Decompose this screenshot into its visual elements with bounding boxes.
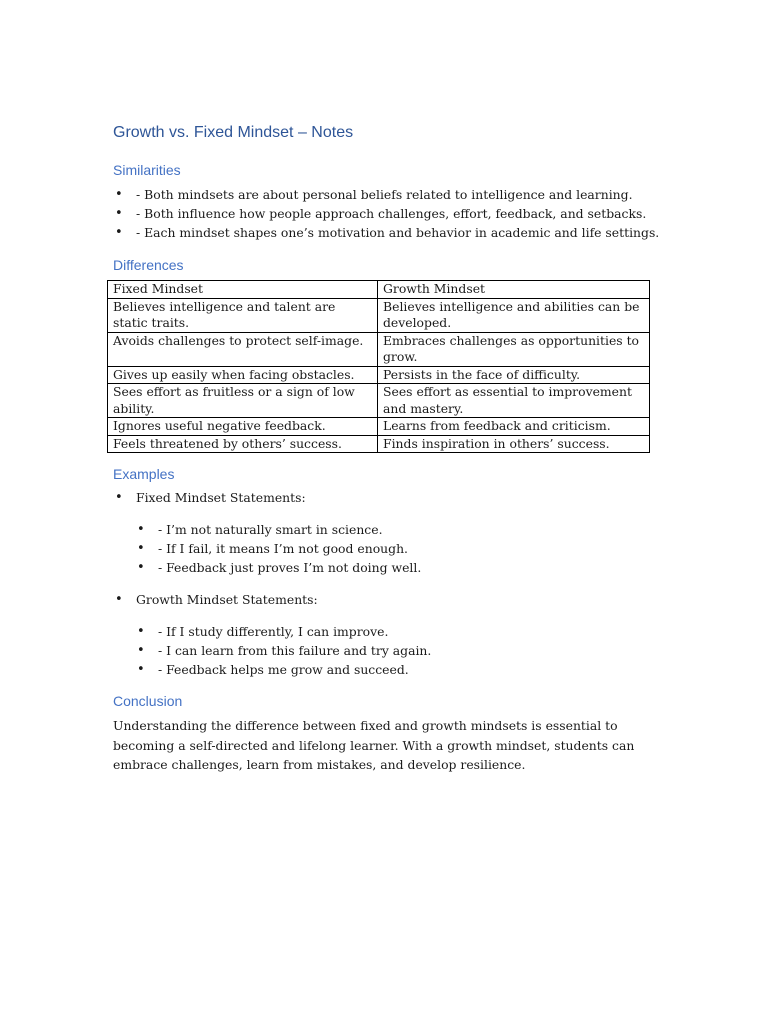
bullet-icon: •	[137, 624, 145, 639]
bullet-icon: •	[137, 560, 145, 575]
table-header-growth: Growth Mindset	[378, 281, 650, 299]
conclusion-heading: Conclusion	[113, 693, 183, 709]
bullet-icon: •	[115, 225, 123, 240]
similarities-list	[115, 185, 660, 242]
conclusion-paragraph: Understanding the difference between fixed and growth mindsets is essential to becoming a self-directed and lifelong learner. With a growth mindset, students can embrace challenges, learn from mistakes, and develop resilience.	[113, 718, 635, 772]
list-item	[115, 204, 659, 223]
table-cell: Persists in the face of difficulty.	[378, 366, 650, 384]
table-cell: Believes intelligence and talent are static traits.	[108, 298, 378, 332]
bullet-icon: •	[115, 206, 123, 221]
growth-examples-list	[137, 622, 432, 679]
table-header-fixed: Fixed Mindset	[108, 281, 378, 299]
differences-heading: Differences	[113, 257, 184, 273]
fixed-examples-label-list	[115, 488, 306, 507]
growth-examples-label-list	[115, 590, 318, 609]
table-row	[108, 418, 650, 436]
list-item-text: - I can learn from this failure and try again.	[158, 643, 432, 658]
table-header-row	[108, 281, 650, 299]
table-cell: Sees effort as essential to improvement and mastery.	[378, 384, 650, 418]
list-item	[115, 488, 306, 507]
list-item	[137, 520, 421, 539]
growth-examples-label: Growth Mindset Statements:	[136, 592, 318, 607]
table-cell: Feels threatened by others’ success.	[108, 435, 378, 453]
bullet-icon: •	[115, 187, 123, 202]
list-item-text: - Both mindsets are about personal beliefs related to intelligence and learning.	[136, 187, 633, 202]
table-cell: Learns from feedback and criticism.	[378, 418, 650, 436]
table-row	[108, 332, 650, 366]
list-item	[137, 558, 422, 577]
table-cell: Sees effort as fruitless or a sign of low ability.	[108, 384, 378, 418]
list-item	[115, 223, 660, 242]
table-cell: Believes intelligence and abilities can be developed.	[378, 298, 650, 332]
table-cell: Gives up easily when facing obstacles.	[108, 366, 378, 384]
bullet-icon: •	[137, 541, 145, 556]
fixed-examples-label: Fixed Mindset Statements:	[136, 490, 306, 505]
bullet-icon: •	[115, 592, 123, 607]
differences-table	[107, 280, 650, 453]
list-item-text: - If I study differently, I can improve.	[158, 624, 389, 639]
bullet-icon: •	[137, 522, 145, 537]
bullet-icon: •	[137, 662, 145, 677]
fixed-examples-list	[137, 520, 422, 577]
list-item	[115, 590, 318, 609]
list-item	[137, 539, 421, 558]
bullet-icon: •	[137, 643, 145, 658]
list-item-text: - Feedback helps me grow and succeed.	[158, 662, 409, 677]
list-item-text: - Feedback just proves I’m not doing well.	[158, 560, 422, 575]
list-item	[137, 641, 432, 660]
list-item	[137, 622, 431, 641]
table-cell: Embraces challenges as opportunities to grow.	[378, 332, 650, 366]
table-row	[108, 366, 650, 384]
table-cell: Ignores useful negative feedback.	[108, 418, 378, 436]
list-item	[137, 660, 431, 679]
similarities-heading: Similarities	[113, 162, 181, 178]
examples-heading: Examples	[113, 466, 175, 482]
list-item-text: - If I fail, it means I’m not good enough.	[158, 541, 408, 556]
list-item	[115, 185, 659, 204]
table-row	[108, 298, 650, 332]
table-cell: Finds inspiration in others’ success.	[378, 435, 650, 453]
list-item-text: - I’m not naturally smart in science.	[158, 522, 383, 537]
document-title: Growth vs. Fixed Mindset – Notes	[113, 124, 354, 141]
table-row	[108, 435, 650, 453]
list-item-text: - Both influence how people approach challenges, effort, feedback, and setbacks.	[136, 206, 647, 221]
list-item-text: - Each mindset shapes one’s motivation and behavior in academic and life settings.	[136, 225, 660, 240]
bullet-icon: •	[115, 490, 123, 505]
table-cell: Avoids challenges to protect self-image.	[108, 332, 378, 366]
table-row	[108, 384, 650, 418]
